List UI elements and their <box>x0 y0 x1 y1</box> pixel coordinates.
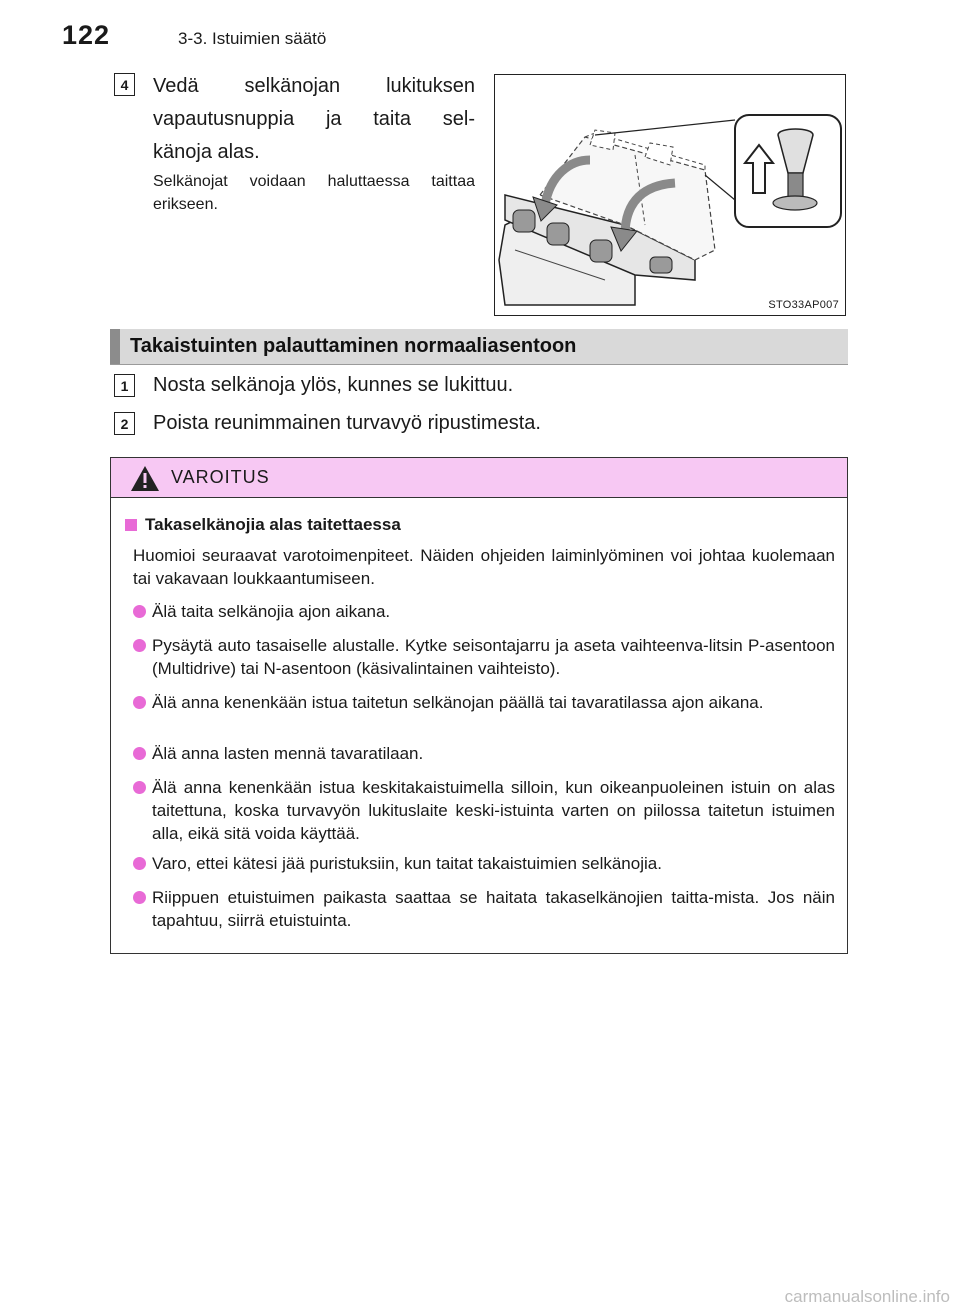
warning-item-text: Älä anna kenenkään istua taitetun selkänojan päällä tai tavaratilassa ajon aikana. <box>152 693 764 712</box>
warning-label: VAROITUS <box>171 467 270 487</box>
bullet-dot-icon <box>133 605 146 618</box>
step4-instruction <box>153 70 475 169</box>
warning-item-text: Riippuen etuistuimen paikasta saattaa se haitata takaselkänojien taitta-mista. Jos näin tapahtuu, siirrä etuistuinta. <box>152 888 835 930</box>
bullet-dot-icon <box>133 696 146 709</box>
page-number: 122 <box>62 20 111 50</box>
bullet-dot-icon <box>133 781 146 794</box>
illustration-code: STO33AP007 <box>768 299 839 311</box>
bullet-dot-icon <box>133 639 146 652</box>
footer-watermark-link[interactable]: carmanualsonline.info <box>784 1287 950 1306</box>
bullet-dot-icon <box>133 891 146 904</box>
warning-item-text: Varo, ettei kätesi jää puristuksiin, kun taitat takaistuimien selkänojia. <box>152 854 662 873</box>
warning-item <box>133 742 835 765</box>
warning-subheading-text: Takaselkänojia alas taitettaessa <box>145 515 401 534</box>
step-badge-4: 4 <box>114 73 135 96</box>
warning-item <box>133 852 835 875</box>
warning-item <box>133 600 835 623</box>
step4-line3: känoja alas. <box>153 141 260 163</box>
chapter-title: 3-3. Istuimien säätö <box>178 29 327 48</box>
warning-triangle-icon <box>130 465 160 492</box>
step4-line2: vapautusnuppia ja taita sel- <box>153 108 475 130</box>
warning-item <box>133 634 835 680</box>
step4-note: Selkänojat voidaan haluttaessa taittaa erikseen. <box>153 173 475 213</box>
section-accent <box>110 329 120 364</box>
warning-item <box>133 886 835 932</box>
section-header <box>110 329 848 365</box>
square-bullet-icon <box>125 519 137 531</box>
step-badge-1: 1 <box>114 374 135 397</box>
step2-text: Poista reunimmainen turvavyö ripustimesta. <box>153 412 541 434</box>
warning-item <box>133 776 835 845</box>
warning-subheading <box>125 515 401 535</box>
warning-intro: Huomioi seuraavat varotoimenpiteet. Näiden ohjeiden laiminlyöminen voi johtaa kuolemaan tai vakavaan loukkaantumiseen. <box>133 546 835 588</box>
seat-fold-illustration <box>494 74 846 316</box>
bullet-dot-icon <box>133 857 146 870</box>
step-badge-2: 2 <box>114 412 135 435</box>
warning-item <box>133 691 835 714</box>
bullet-dot-icon <box>133 747 146 760</box>
warning-item-text: Älä anna kenenkään istua keskitakaistuimella silloin, kun oikeanpuoleinen istuin on alas taitettuna, koska turvavyön lukituslaite keski-istuinta varten on piilossa taitetun istuimen alla, eikä sitä voida käyttää. <box>152 778 835 843</box>
seat-fold-drawing <box>495 75 846 316</box>
step4-line1: Vedä selkänojan lukituksen <box>153 75 475 97</box>
warning-box <box>110 457 848 954</box>
step1-text: Nosta selkänoja ylös, kunnes se lukittuu. <box>153 374 514 396</box>
warning-item-text: Älä taita selkänojia ajon aikana. <box>152 602 391 621</box>
section-title: Takaistuinten palauttaminen normaaliasentoon <box>130 335 577 357</box>
warning-item-text: Pysäytä auto tasaiselle alustalle. Kytke seisontajarru ja aseta vaihteenva-litsin P-asentoon (Multidrive) tai N-asentoon (käsivalintainen vaihteisto). <box>152 636 835 678</box>
warning-header <box>111 458 847 498</box>
warning-item-text: Älä anna lasten mennä tavaratilaan. <box>152 744 424 763</box>
